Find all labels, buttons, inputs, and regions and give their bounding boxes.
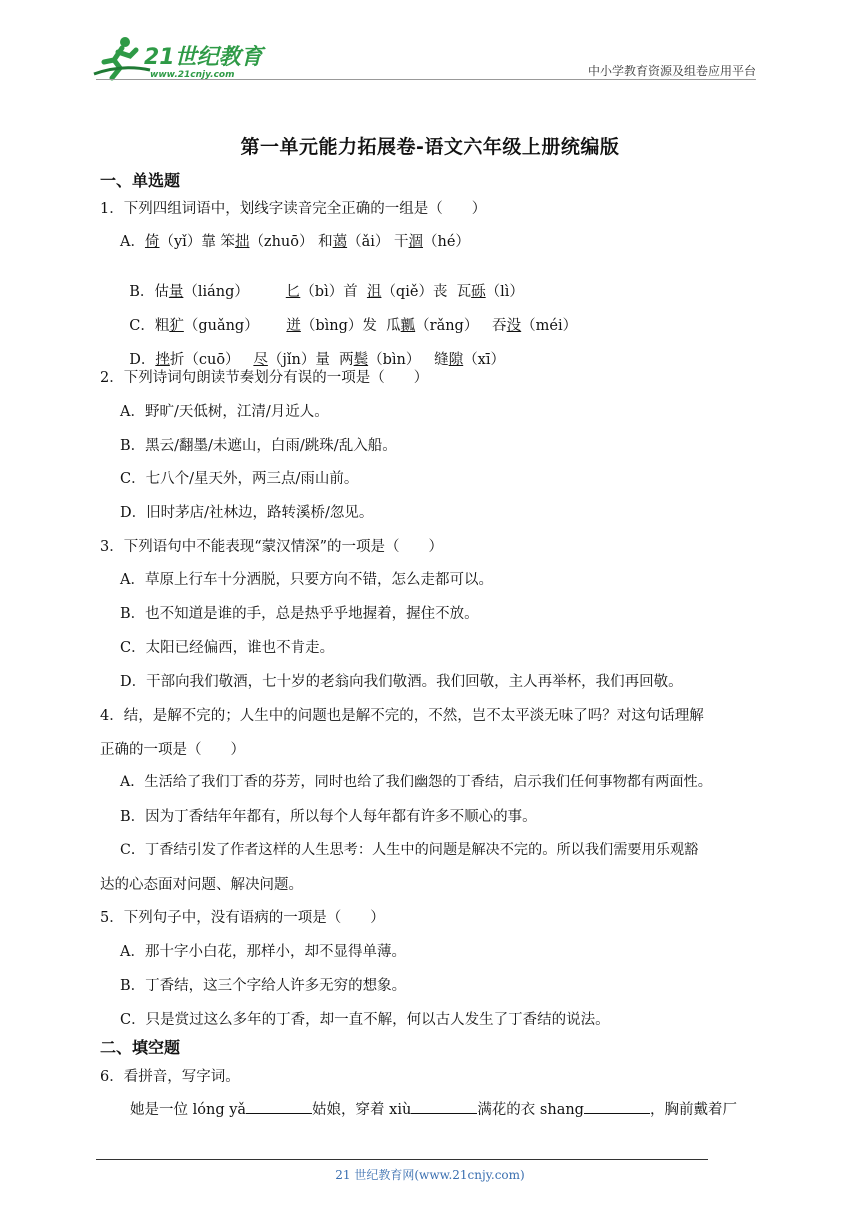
answer-blank[interactable] — [246, 1099, 312, 1114]
logo-url: www.21cnjy.com — [150, 70, 235, 80]
site-logo — [92, 34, 267, 82]
question-2-stem: 2．下列诗词句朗读节奏划分有误的一项是（ ） — [100, 370, 429, 386]
section-heading-fill-blank: 二、填空题 — [100, 1038, 181, 1057]
page-title: 第一单元能力拓展卷-语文六年级上册统编版 — [240, 136, 620, 158]
question-2-option-a[interactable]: A．野旷/天低树，江清/月近人。 — [120, 404, 329, 420]
page-header — [0, 0, 860, 90]
question-4-stem-line-1: 4．结，是解不完的；人生中的问题也是解不完的，不然，岂不太平淡无味了吗？对这句话理解 — [100, 708, 704, 724]
question-3-option-b[interactable]: B．也不知道是谁的手，总是热乎乎地握着，握住不放。 — [120, 606, 479, 622]
logo-text: 21世纪教育 — [144, 45, 263, 70]
question-3-option-a[interactable]: A．草原上行车十分洒脱，只要方向不错，怎么走都可以。 — [120, 572, 493, 588]
question-3-stem: 3．下列语句中不能表现“蒙汉情深”的一项是（ ） — [100, 539, 444, 555]
footer-text[interactable]: 21 世纪教育网(www.21cnjy.com) — [335, 1168, 525, 1182]
question-6-stem: 6．看拼音，写字词。 — [100, 1069, 240, 1085]
footer-divider — [96, 1159, 708, 1160]
question-1-stem: 1．下列四组词语中，划线字读音完全正确的一组是（ ） — [100, 201, 487, 217]
question-5-option-b[interactable]: B．丁香结，这三个字给人许多无穷的想象。 — [120, 978, 407, 994]
question-2-option-b[interactable]: B．黑云/翻墨/未遮山，白雨/跳珠/乱入船。 — [120, 438, 397, 454]
question-5-stem: 5．下列句子中，没有语病的一项是（ ） — [100, 910, 385, 926]
answer-blank[interactable] — [584, 1099, 650, 1114]
question-4-option-c-line-2: 达的心态面对问题、解决问题。 — [100, 877, 303, 893]
section-heading-single-choice: 一、单选题 — [100, 171, 181, 190]
question-1-option-d[interactable]: D．挫折（cuō） 尽（jǐn）量 两鬓（bìn） 缝隙（xī） — [129, 352, 506, 368]
question-1-option-a[interactable]: A．倚（yǐ）靠 笨拙（zhuō） 和蔼（ǎi） 干涸（hé） — [120, 234, 470, 250]
question-3-option-d[interactable]: D．干部向我们敬酒，七十岁的老翁向我们敬酒。我们回敬，主人再举杯，我们再回敬。 — [120, 674, 683, 690]
question-2-option-d[interactable]: D．旧时茅店/社林边，路转溪桥/忽见。 — [120, 505, 374, 521]
question-5-option-c[interactable]: C．只是赏过这么多年的丁香，却一直不解，何以古人发生了丁香结的说法。 — [120, 1012, 610, 1028]
question-2-option-c[interactable]: C．七八个/星天外，两三点/雨山前。 — [120, 471, 359, 487]
question-4-stem-line-2: 正确的一项是（ ） — [100, 742, 245, 758]
question-3-option-c[interactable]: C．太阳已经偏西，谁也不肯走。 — [120, 640, 335, 656]
platform-name: 中小学教育资源及组卷应用平台 — [587, 64, 756, 78]
question-1-option-b[interactable]: B．估量（liáng） 匕（bì）首 沮（qiě）丧 瓦砾（lì） — [129, 284, 524, 300]
question-4-option-c-line-1[interactable]: C．丁香结引发了作者这样的人生思考：人生中的问题是解决不完的。所以我们需要用乐观豁 — [120, 842, 699, 858]
header-divider — [96, 79, 756, 80]
runner-icon — [94, 37, 150, 78]
question-4-option-a[interactable]: A．生活给了我们丁香的芬芳，同时也给了我们幽怨的丁香结，启示我们任何事物都有两面性。 — [120, 774, 712, 790]
question-1-option-c[interactable]: C．粗犷（guǎng） 迸（bìng）发 瓜瓤（rǎng） 吞没（méi） — [129, 318, 578, 334]
question-4-option-b[interactable]: B．因为丁香结年年都有，所以每个人每年都有许多不顺心的事。 — [120, 809, 537, 825]
answer-blank[interactable] — [411, 1099, 477, 1114]
question-6-passage: 她是一位 lóng yǎ 姑娘，穿着 xiù 满花的衣 shang ，胸前戴着厂 — [130, 1098, 737, 1119]
question-5-option-a[interactable]: A．那十字小白花，那样小，却不显得单薄。 — [120, 944, 406, 960]
